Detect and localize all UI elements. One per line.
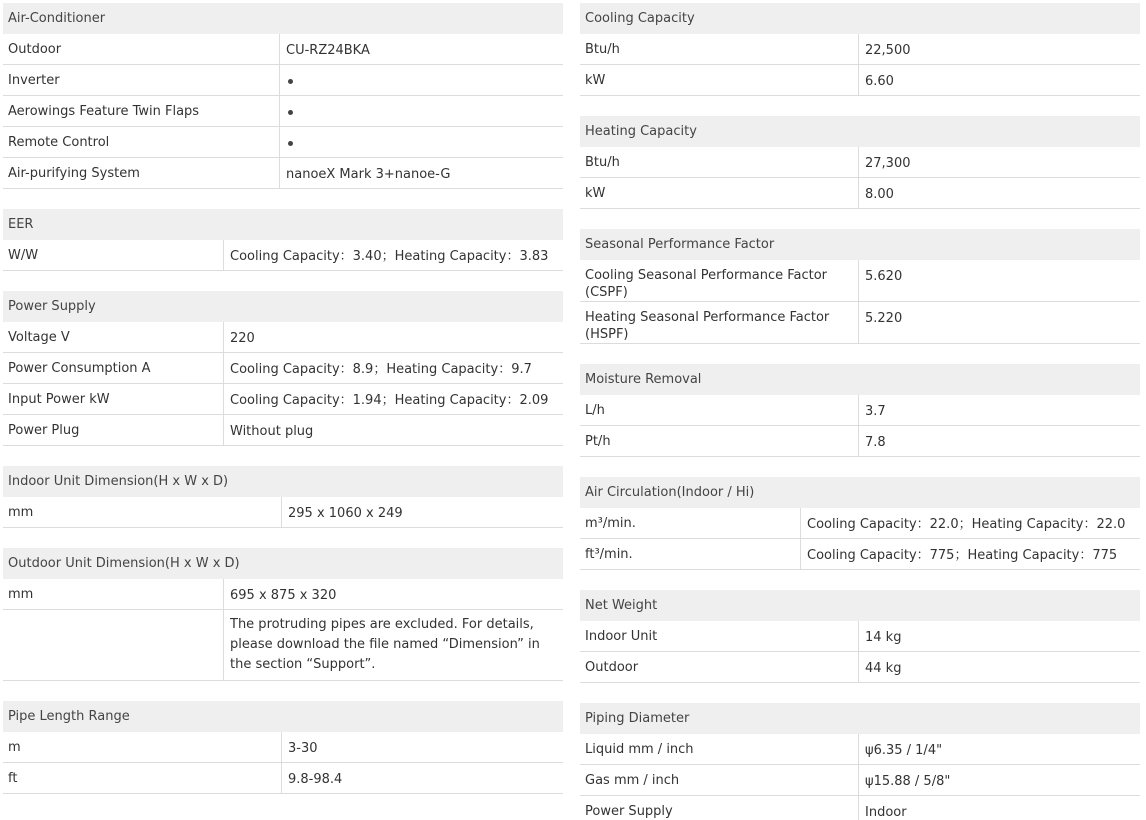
spec-section-heating-capacity — [580, 116, 1140, 209]
spec-row — [3, 34, 563, 65]
spec-row — [580, 147, 1140, 178]
spec-value: ψ6.35 / 1/4" — [858, 734, 1140, 764]
spec-label: Liquid mm / inch — [585, 742, 694, 757]
feature-available-indicator — [279, 127, 563, 157]
spec-value: 44 kg — [858, 652, 1140, 682]
spec-value: Cooling Capacity：3.40；Heating Capacity：3.83 — [223, 240, 563, 270]
spec-label — [3, 610, 223, 680]
spec-section-eer — [3, 209, 563, 271]
spec-column-left — [3, 3, 563, 814]
spec-row — [580, 178, 1140, 209]
spec-section-air-circulation-indoor-hi — [580, 477, 1140, 570]
section-title: Seasonal Performance Factor — [580, 229, 1140, 260]
spec-row — [580, 65, 1140, 96]
spec-label: Remote Control — [8, 135, 110, 150]
spec-row — [580, 508, 1140, 539]
spec-row — [3, 353, 563, 384]
spec-row — [580, 260, 1140, 302]
spec-value: 3-30 — [281, 732, 563, 762]
spec-value: ψ15.88 / 5/8" — [858, 765, 1140, 795]
spec-row — [580, 652, 1140, 683]
spec-label: L/h — [585, 403, 605, 418]
spec-label: ft³/min. — [585, 547, 633, 562]
spec-label: Btu/h — [585, 155, 620, 170]
section-title: Air-Conditioner — [3, 3, 563, 34]
spec-row — [580, 426, 1140, 457]
section-title: EER — [3, 209, 563, 240]
section-title: Power Supply — [3, 291, 563, 322]
spec-value: 8.00 — [858, 178, 1140, 208]
spec-value: nanoeX Mark 3+nanoe-G — [279, 158, 563, 188]
spec-label: kW — [585, 186, 606, 201]
section-title: Piping Diameter — [580, 703, 1140, 734]
spec-section-indoor-unit-dimension-h-x-w-x-d — [3, 466, 563, 528]
spec-section-moisture-removal — [580, 364, 1140, 457]
spec-section-outdoor-unit-dimension-h-x-w-x-d — [3, 548, 563, 681]
spec-row — [3, 610, 563, 681]
spec-label: W/W — [8, 248, 39, 263]
spec-label: Indoor Unit — [585, 629, 658, 644]
spec-column-right — [580, 3, 1140, 820]
spec-label: mm — [8, 505, 34, 520]
spec-row — [580, 539, 1140, 570]
spec-label: Outdoor — [8, 42, 62, 57]
spec-value: 5.620 — [858, 260, 1140, 301]
spec-row — [580, 796, 1140, 820]
spec-value: Without plug — [223, 415, 563, 445]
section-title: Moisture Removal — [580, 364, 1140, 395]
spec-value: Cooling Capacity：8.9；Heating Capacity：9.7 — [223, 353, 563, 383]
spec-label: m³/min. — [585, 516, 636, 531]
spec-label: Pt/h — [585, 434, 611, 449]
section-title: Heating Capacity — [580, 116, 1140, 147]
spec-row — [580, 302, 1140, 344]
bullet-dot-icon — [288, 141, 293, 146]
spec-value: The protruding pipes are excluded. For details, please download the file named “Dimension” in the section “Support”. — [223, 610, 563, 680]
spec-label: Inverter — [8, 73, 60, 88]
section-title: Indoor Unit Dimension(H x W x D) — [3, 466, 563, 497]
spec-row — [580, 395, 1140, 426]
spec-row — [3, 96, 563, 127]
spec-row — [3, 240, 563, 271]
spec-value: 295 x 1060 x 249 — [281, 497, 563, 527]
spec-value: Cooling Capacity：775；Heating Capacity：775 — [800, 539, 1140, 569]
spec-label: Heating Seasonal Performance Factor (HSPF) — [585, 310, 830, 342]
spec-label: kW — [585, 73, 606, 88]
spec-value: 5.220 — [858, 302, 1140, 343]
spec-row — [3, 497, 563, 528]
spec-label: Voltage V — [8, 330, 70, 345]
spec-section-net-weight — [580, 590, 1140, 683]
spec-label: Outdoor — [585, 660, 639, 675]
spec-section-power-supply — [3, 291, 563, 446]
spec-value: 27,300 — [858, 147, 1140, 177]
spec-section-air-conditioner — [3, 3, 563, 189]
spec-row — [3, 384, 563, 415]
spec-label: ft — [8, 771, 18, 786]
spec-value: 3.7 — [858, 395, 1140, 425]
feature-available-indicator — [279, 96, 563, 126]
spec-label: Btu/h — [585, 42, 620, 57]
spec-label: m — [8, 740, 21, 755]
spec-row — [3, 732, 563, 763]
spec-value: 220 — [223, 322, 563, 352]
spec-value: Cooling Capacity：1.94；Heating Capacity：2.09 — [223, 384, 563, 414]
spec-value: 9.8-98.4 — [281, 763, 563, 793]
spec-row — [3, 158, 563, 189]
spec-label: Cooling Seasonal Performance Factor (CSPF) — [585, 268, 828, 300]
spec-row — [580, 734, 1140, 765]
spec-section-pipe-length-range — [3, 701, 563, 794]
spec-label: Aerowings Feature Twin Flaps — [8, 104, 200, 119]
feature-available-indicator — [279, 65, 563, 95]
section-title: Outdoor Unit Dimension(H x W x D) — [3, 548, 563, 579]
bullet-dot-icon — [288, 79, 293, 84]
spec-label: mm — [8, 587, 34, 602]
spec-label: Air-purifying System — [8, 166, 140, 181]
spec-label: Power Supply — [585, 804, 673, 819]
spec-value: CU-RZ24BKA — [279, 34, 563, 64]
spec-section-cooling-capacity — [580, 3, 1140, 96]
spec-row — [3, 65, 563, 96]
spec-row — [580, 765, 1140, 796]
section-title: Net Weight — [580, 590, 1140, 621]
spec-value: 7.8 — [858, 426, 1140, 456]
spec-label: Power Consumption A — [8, 361, 151, 376]
spec-value: 6.60 — [858, 65, 1140, 95]
spec-row — [3, 579, 563, 610]
spec-section-seasonal-performance-factor — [580, 229, 1140, 344]
spec-row — [580, 34, 1140, 65]
spec-row — [580, 621, 1140, 652]
spec-row — [3, 763, 563, 794]
spec-row — [3, 127, 563, 158]
section-title: Cooling Capacity — [580, 3, 1140, 34]
spec-value: Cooling Capacity：22.0；Heating Capacity：22.0 — [800, 508, 1140, 538]
spec-value: 22,500 — [858, 34, 1140, 64]
spec-section-piping-diameter — [580, 703, 1140, 820]
spec-label: Power Plug — [8, 423, 80, 438]
spec-value: 695 x 875 x 320 — [223, 579, 563, 609]
bullet-dot-icon — [288, 110, 293, 115]
spec-label: Gas mm / inch — [585, 773, 680, 788]
spec-value: 14 kg — [858, 621, 1140, 651]
spec-value: Indoor — [858, 796, 1140, 820]
spec-label: Input Power kW — [8, 392, 110, 407]
spec-row — [3, 322, 563, 353]
section-title: Air Circulation(Indoor / Hi) — [580, 477, 1140, 508]
spec-row — [3, 415, 563, 446]
section-title: Pipe Length Range — [3, 701, 563, 732]
